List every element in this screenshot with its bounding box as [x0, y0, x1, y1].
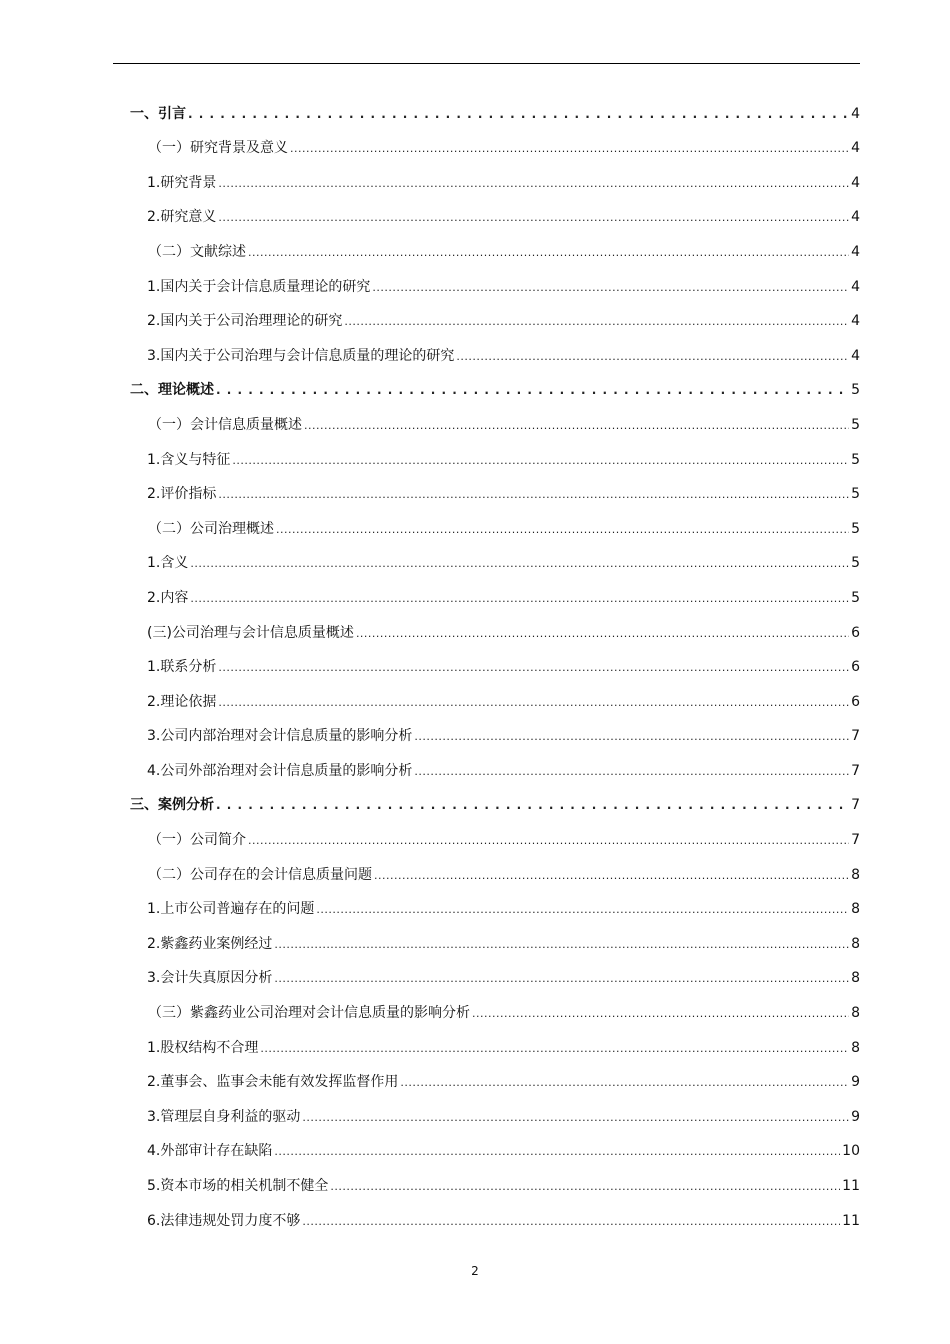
- toc-entry-page: 8: [851, 866, 860, 883]
- toc-entry-page: 4: [851, 209, 860, 226]
- toc-entry[interactable]: [130, 1195, 860, 1230]
- toc-entry-page: 10: [842, 1143, 860, 1160]
- toc-dot-leader: [290, 139, 849, 157]
- toc-entry-page: 4: [851, 243, 860, 260]
- toc-entry[interactable]: [130, 434, 860, 469]
- toc-entry[interactable]: [130, 503, 860, 538]
- toc-dot-leader: [302, 1108, 849, 1126]
- toc-entry[interactable]: [130, 1160, 860, 1195]
- toc-entry-label: 2.研究意义: [147, 209, 217, 226]
- toc-entry-page: 9: [851, 1074, 860, 1091]
- toc-entry[interactable]: [130, 261, 860, 296]
- toc-entry-label: 1.国内关于会计信息质量理论的研究: [147, 278, 371, 295]
- toc-entry[interactable]: [130, 157, 860, 192]
- toc-entry-page: 7: [851, 832, 860, 849]
- toc-entry-page: 6: [851, 624, 860, 641]
- toc-dot-leader: [248, 243, 849, 261]
- toc-entry-label: 5.资本市场的相关机制不健全: [147, 1178, 329, 1194]
- toc-entry[interactable]: [130, 918, 860, 953]
- toc-entry[interactable]: [130, 88, 860, 123]
- toc-entry-label: 3.国内关于公司治理与会计信息质量的理论的研究: [147, 347, 455, 364]
- toc-entry[interactable]: [130, 538, 860, 573]
- toc-entry[interactable]: [130, 780, 860, 815]
- toc-entry[interactable]: [130, 1126, 860, 1161]
- toc-entry-label: 1.上市公司普遍存在的问题: [147, 901, 315, 918]
- toc-entry[interactable]: [130, 365, 860, 400]
- toc-entry[interactable]: [130, 953, 860, 988]
- toc-dot-leader: [216, 381, 849, 399]
- toc-entry[interactable]: [130, 676, 860, 711]
- toc-dot-leader: [316, 900, 849, 918]
- toc-entry-label: (三)公司治理与会计信息质量概述: [147, 624, 354, 641]
- toc-entry-page: 8: [851, 935, 860, 952]
- toc-entry-label: 一、引言: [130, 105, 186, 122]
- toc-entry-label: 1.含义与特征: [147, 451, 231, 468]
- toc-entry-page: 7: [851, 762, 860, 779]
- toc-entry-page: 8: [851, 901, 860, 918]
- toc-entry-label: （二）文献综述: [148, 243, 246, 260]
- toc-entry[interactable]: [130, 711, 860, 746]
- toc-dot-leader: [190, 554, 849, 572]
- toc-entry[interactable]: [130, 469, 860, 504]
- toc-entry-page: 4: [851, 105, 860, 122]
- toc-entry[interactable]: [130, 745, 860, 780]
- toc-entry[interactable]: [130, 1091, 860, 1126]
- toc-entry[interactable]: [130, 987, 860, 1022]
- toc-dot-leader: [414, 762, 849, 780]
- toc-dot-leader: [456, 347, 849, 365]
- toc-entry[interactable]: [130, 296, 860, 331]
- toc-entry-label: （一）研究背景及意义: [148, 140, 288, 157]
- toc-entry-page: 5: [851, 486, 860, 503]
- toc-entry-label: 1.含义: [147, 555, 189, 572]
- toc-entry-page: 4: [851, 140, 860, 157]
- toc-dot-leader: [218, 658, 849, 676]
- toc-dot-leader: [372, 278, 849, 296]
- toc-dot-leader: [218, 485, 849, 503]
- toc-entry-label: （一）公司简介: [148, 832, 246, 849]
- toc-entry-label: 二、理论概述: [130, 382, 214, 399]
- toc-entry-label: 2.紫鑫药业案例经过: [147, 935, 273, 952]
- toc-dot-leader: [190, 589, 849, 607]
- toc-entry[interactable]: [130, 192, 860, 227]
- header-rule: [113, 63, 860, 64]
- toc-entry-label: 1.股权结构不合理: [147, 1039, 259, 1056]
- toc-entry-label: 1.联系分析: [147, 659, 217, 676]
- toc-entry-page: 5: [851, 416, 860, 433]
- toc-entry-page: 5: [851, 451, 860, 468]
- toc-entry-label: 2.国内关于公司治理理论的研究: [147, 313, 343, 330]
- toc-entry-page: 9: [851, 1108, 860, 1125]
- table-of-contents: [130, 88, 860, 1230]
- toc-entry-page: 8: [851, 970, 860, 987]
- toc-entry-label: 2.理论依据: [147, 693, 217, 710]
- toc-dot-leader: [248, 831, 849, 849]
- toc-entry-page: 11: [842, 1178, 860, 1194]
- toc-dot-leader: [302, 1212, 840, 1230]
- toc-dot-leader: [356, 624, 849, 642]
- toc-entry-page: 11: [842, 1212, 860, 1229]
- toc-dot-leader: [472, 1004, 849, 1022]
- toc-entry[interactable]: [130, 123, 860, 158]
- toc-entry[interactable]: [130, 642, 860, 677]
- toc-entry[interactable]: [130, 884, 860, 919]
- toc-entry[interactable]: [130, 814, 860, 849]
- toc-entry-label: 3.公司内部治理对会计信息质量的影响分析: [147, 728, 413, 745]
- toc-entry-label: 3.管理层自身利益的驱动: [147, 1108, 301, 1125]
- toc-dot-leader: [188, 105, 849, 123]
- toc-entry-page: 8: [851, 1005, 860, 1022]
- toc-entry-page: 5: [851, 382, 860, 399]
- toc-entry[interactable]: [130, 330, 860, 365]
- toc-dot-leader: [304, 416, 849, 434]
- toc-entry-label: 6.法律违规处罚力度不够: [147, 1212, 301, 1229]
- toc-entry-page: 4: [851, 278, 860, 295]
- toc-entry-label: 4.公司外部治理对会计信息质量的影响分析: [147, 762, 413, 779]
- toc-entry[interactable]: [130, 849, 860, 884]
- toc-entry-label: （三）紫鑫药业公司治理对会计信息质量的影响分析: [148, 1005, 470, 1022]
- toc-dot-leader: [274, 1142, 840, 1160]
- toc-entry[interactable]: [130, 1022, 860, 1057]
- toc-dot-leader: [218, 174, 849, 192]
- toc-dot-leader: [276, 520, 849, 538]
- toc-entry-page: 4: [851, 174, 860, 191]
- toc-entry[interactable]: [130, 226, 860, 261]
- toc-entry[interactable]: [130, 399, 860, 434]
- toc-entry-page: 6: [851, 693, 860, 710]
- toc-entry-label: （二）公司治理概述: [148, 520, 274, 537]
- toc-entry-page: 5: [851, 555, 860, 572]
- page-number: 2: [471, 1264, 479, 1278]
- toc-dot-leader: [374, 866, 849, 884]
- toc-entry[interactable]: [130, 607, 860, 642]
- toc-entry-page: 4: [851, 313, 860, 330]
- toc-dot-leader: [400, 1073, 849, 1091]
- toc-dot-leader: [218, 208, 849, 226]
- toc-entry-page: 5: [851, 589, 860, 606]
- toc-dot-leader: [330, 1177, 840, 1195]
- toc-entry-page: 8: [851, 1039, 860, 1056]
- toc-entry-label: 4.外部审计存在缺陷: [147, 1143, 273, 1160]
- toc-entry-label: 1.研究背景: [147, 174, 217, 191]
- toc-entry-label: （一）会计信息质量概述: [148, 416, 302, 433]
- toc-entry-page: 4: [851, 347, 860, 364]
- toc-entry-page: 7: [851, 728, 860, 745]
- toc-entry-label: 3.会计失真原因分析: [147, 970, 273, 987]
- toc-entry-label: （二）公司存在的会计信息质量问题: [148, 866, 372, 883]
- toc-entry-page: 5: [851, 520, 860, 537]
- toc-dot-leader: [414, 727, 849, 745]
- toc-dot-leader: [218, 693, 849, 711]
- toc-entry-label: 2.评价指标: [147, 486, 217, 503]
- toc-entry[interactable]: [130, 1057, 860, 1092]
- toc-dot-leader: [232, 451, 849, 469]
- toc-dot-leader: [260, 1039, 849, 1057]
- toc-entry-label: 三、案例分析: [130, 797, 214, 814]
- toc-dot-leader: [216, 796, 849, 814]
- toc-entry-label: 2.董事会、监事会未能有效发挥监督作用: [147, 1074, 399, 1091]
- toc-dot-leader: [344, 312, 849, 330]
- toc-entry[interactable]: [130, 572, 860, 607]
- toc-dot-leader: [274, 969, 849, 987]
- toc-entry-page: 7: [851, 797, 860, 814]
- toc-entry-label: 2.内容: [147, 589, 189, 606]
- toc-dot-leader: [274, 935, 849, 953]
- toc-entry-page: 6: [851, 659, 860, 676]
